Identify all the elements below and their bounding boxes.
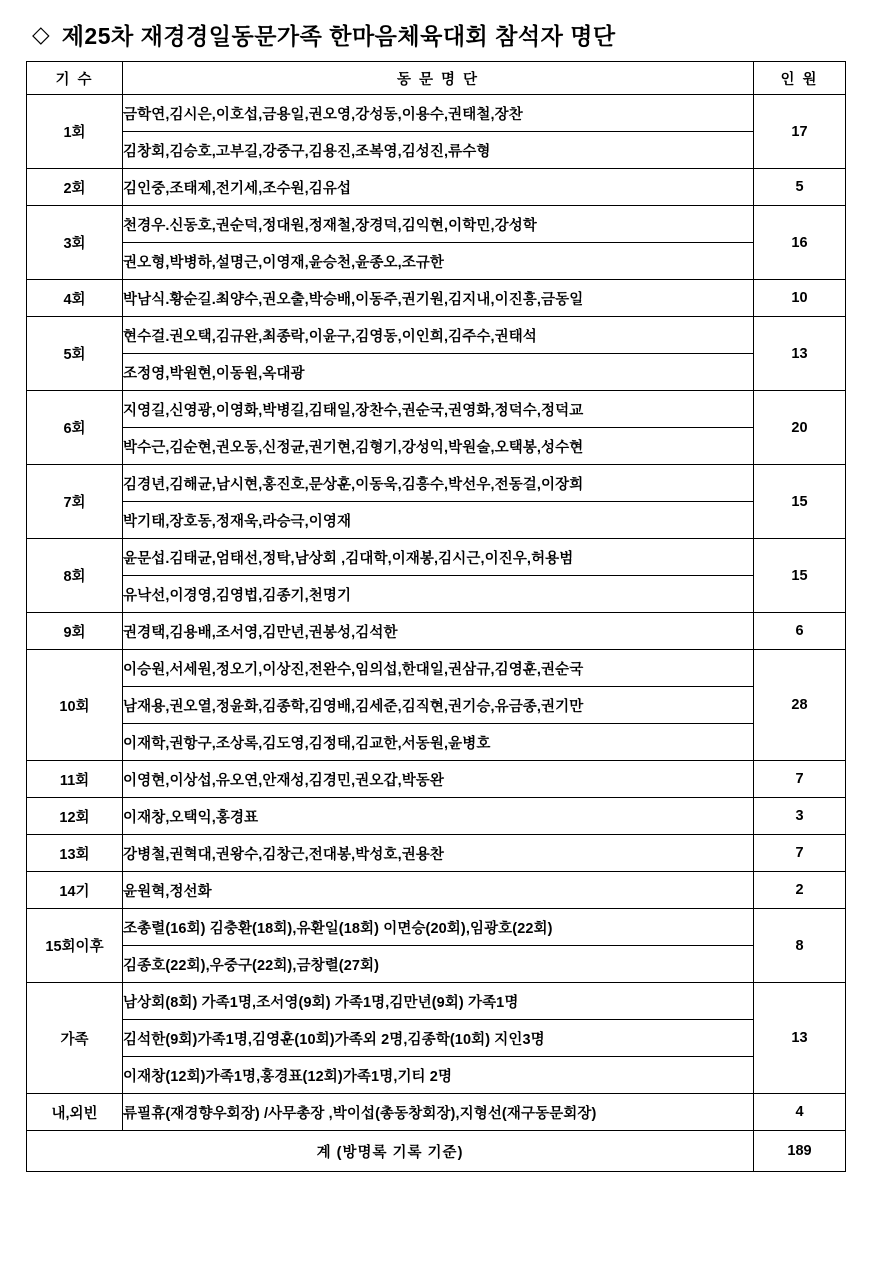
page-title-text: 제25차 재경경일동문가족 한마음체육대회 참석자 명단 [61,23,616,49]
names-cell: 금학연,김시은,이호섭,금용일,권오영,강성동,이용수,권태철,장찬 [123,95,754,132]
table-row [27,502,846,539]
names-cell: 천경우.신동호,권순덕,정대원,정재철,장경덕,김익현,이학민,강성학 [123,206,754,243]
participant-roster-table [26,61,846,1172]
table-row [27,132,846,169]
names-cell: 이재창(12회)가족1명,홍경표(12회)가족1명,기티 2명 [123,1057,754,1094]
table-row [27,95,846,132]
page-title [32,18,845,51]
column-header-names: 동 문 명 단 [123,62,754,95]
column-header-group: 기 수 [27,62,123,95]
names-cell: 조총렬(16회) 김충환(18회),유환일(18회) 이면승(20회),임광호(22회) [123,909,754,946]
names-cell: 김경년,김해균,남시현,홍진호,문상훈,이동욱,김흥수,박선우,전동걸,이장희 [123,465,754,502]
table-row [27,909,846,946]
table-row [27,724,846,761]
names-cell: 강병철,권혁대,권왕수,김창근,전대봉,박성호,권용찬 [123,835,754,872]
names-cell: 이재창,오택익,홍경표 [123,798,754,835]
table-header-row [27,62,846,95]
group-cell: 3회 [27,206,123,280]
names-cell: 윤원혁,정선화 [123,872,754,909]
group-cell: 8회 [27,539,123,613]
table-row [27,576,846,613]
names-cell: 이승원,서세원,정오기,이상진,전완수,임의섭,한대일,권삼규,김영훈,권순국 [123,650,754,687]
count-cell: 6 [754,613,846,650]
table-row [27,391,846,428]
names-cell: 현수걸.권오택,김규완,최종락,이윤구,김영동,이인희,김주수,권태석 [123,317,754,354]
names-cell: 윤문섭.김태균,엄태선,정탁,남상회 ,김대학,이재봉,김시근,이진우,허용범 [123,539,754,576]
column-header-count: 인 원 [754,62,846,95]
names-cell: 류필휴(재경향우회장) /사무총장 ,박이섭(총동창회장),지형선(재구동문회장) [123,1094,754,1131]
table-row [27,243,846,280]
names-cell: 박남식.황순길.최양수,권오출,박승배,이동주,권기원,김지내,이진흥,금동일 [123,280,754,317]
count-cell: 5 [754,169,846,206]
group-cell: 13회 [27,835,123,872]
count-cell: 15 [754,539,846,613]
total-label: 계 (방명록 기록 기준) [27,1131,754,1172]
table-body [27,95,846,1131]
table-row [27,1020,846,1057]
names-cell: 권경택,김용배,조서영,김만년,권봉성,김석한 [123,613,754,650]
group-cell: 9회 [27,613,123,650]
group-cell: 2회 [27,169,123,206]
group-cell: 6회 [27,391,123,465]
table-row [27,761,846,798]
group-cell: 11회 [27,761,123,798]
table-row [27,169,846,206]
table-row [27,1057,846,1094]
count-cell: 7 [754,761,846,798]
group-cell: 14기 [27,872,123,909]
table-row [27,280,846,317]
names-cell: 지영길,신영광,이영화,박병길,김태일,장찬수,권순국,권영화,정덕수,정덕교 [123,391,754,428]
table-row [27,983,846,1020]
count-cell: 16 [754,206,846,280]
names-cell: 조정영,박원현,이동원,옥대광 [123,354,754,391]
table-footer [27,1131,846,1172]
names-cell: 이재학,권항구,조상록,김도영,김정태,김교한,서동원,윤병호 [123,724,754,761]
table-row [27,798,846,835]
table-row [27,946,846,983]
group-cell: 1회 [27,95,123,169]
count-cell: 3 [754,798,846,835]
names-cell: 권오형,박병하,설명근,이영재,윤승천,윤종오,조규한 [123,243,754,280]
table-row [27,872,846,909]
table-row [27,1094,846,1131]
table-row [27,539,846,576]
table-row [27,428,846,465]
group-cell: 12회 [27,798,123,835]
table-row [27,317,846,354]
table-row [27,835,846,872]
count-cell: 13 [754,317,846,391]
count-cell: 15 [754,465,846,539]
table-row [27,687,846,724]
names-cell: 박기태,장호동,정재욱,라승극,이영재 [123,502,754,539]
names-cell: 이영현,이상섭,유오연,안재성,김경민,권오갑,박동완 [123,761,754,798]
group-cell: 가족 [27,983,123,1094]
names-cell: 유낙선,이경영,김영법,김종기,천명기 [123,576,754,613]
total-row [27,1131,846,1172]
group-cell: 4회 [27,280,123,317]
count-cell: 20 [754,391,846,465]
count-cell: 28 [754,650,846,761]
count-cell: 4 [754,1094,846,1131]
count-cell: 13 [754,983,846,1094]
count-cell: 7 [754,835,846,872]
names-cell: 박수근,김순현,권오동,신정균,권기현,김형기,강성익,박원술,오택봉,성수현 [123,428,754,465]
group-cell: 15회이후 [27,909,123,983]
names-cell: 김창회,김승호,고부길,강중구,김용진,조복영,김성진,류수형 [123,132,754,169]
total-value: 189 [754,1131,846,1172]
names-cell: 남재용,권오열,정윤화,김종학,김영배,김세준,김직현,권기승,유금종,권기만 [123,687,754,724]
names-cell: 김석한(9회)가족1명,김영훈(10회)가족외 2명,김종학(10회) 지인3명 [123,1020,754,1057]
group-cell: 10회 [27,650,123,761]
table-row [27,613,846,650]
table-header [27,62,846,95]
table-row [27,354,846,391]
diamond-icon: ◇ [32,21,50,47]
group-cell: 내,외빈 [27,1094,123,1131]
names-cell: 김인중,조태제,전기세,조수원,김유섭 [123,169,754,206]
table-row [27,650,846,687]
count-cell: 17 [754,95,846,169]
table-row [27,206,846,243]
names-cell: 남상회(8회) 가족1명,조서영(9회) 가족1명,김만년(9회) 가족1명 [123,983,754,1020]
count-cell: 10 [754,280,846,317]
count-cell: 8 [754,909,846,983]
count-cell: 2 [754,872,846,909]
group-cell: 7회 [27,465,123,539]
group-cell: 5회 [27,317,123,391]
table-row [27,465,846,502]
names-cell: 김종호(22회),우중구(22회),금창렬(27회) [123,946,754,983]
